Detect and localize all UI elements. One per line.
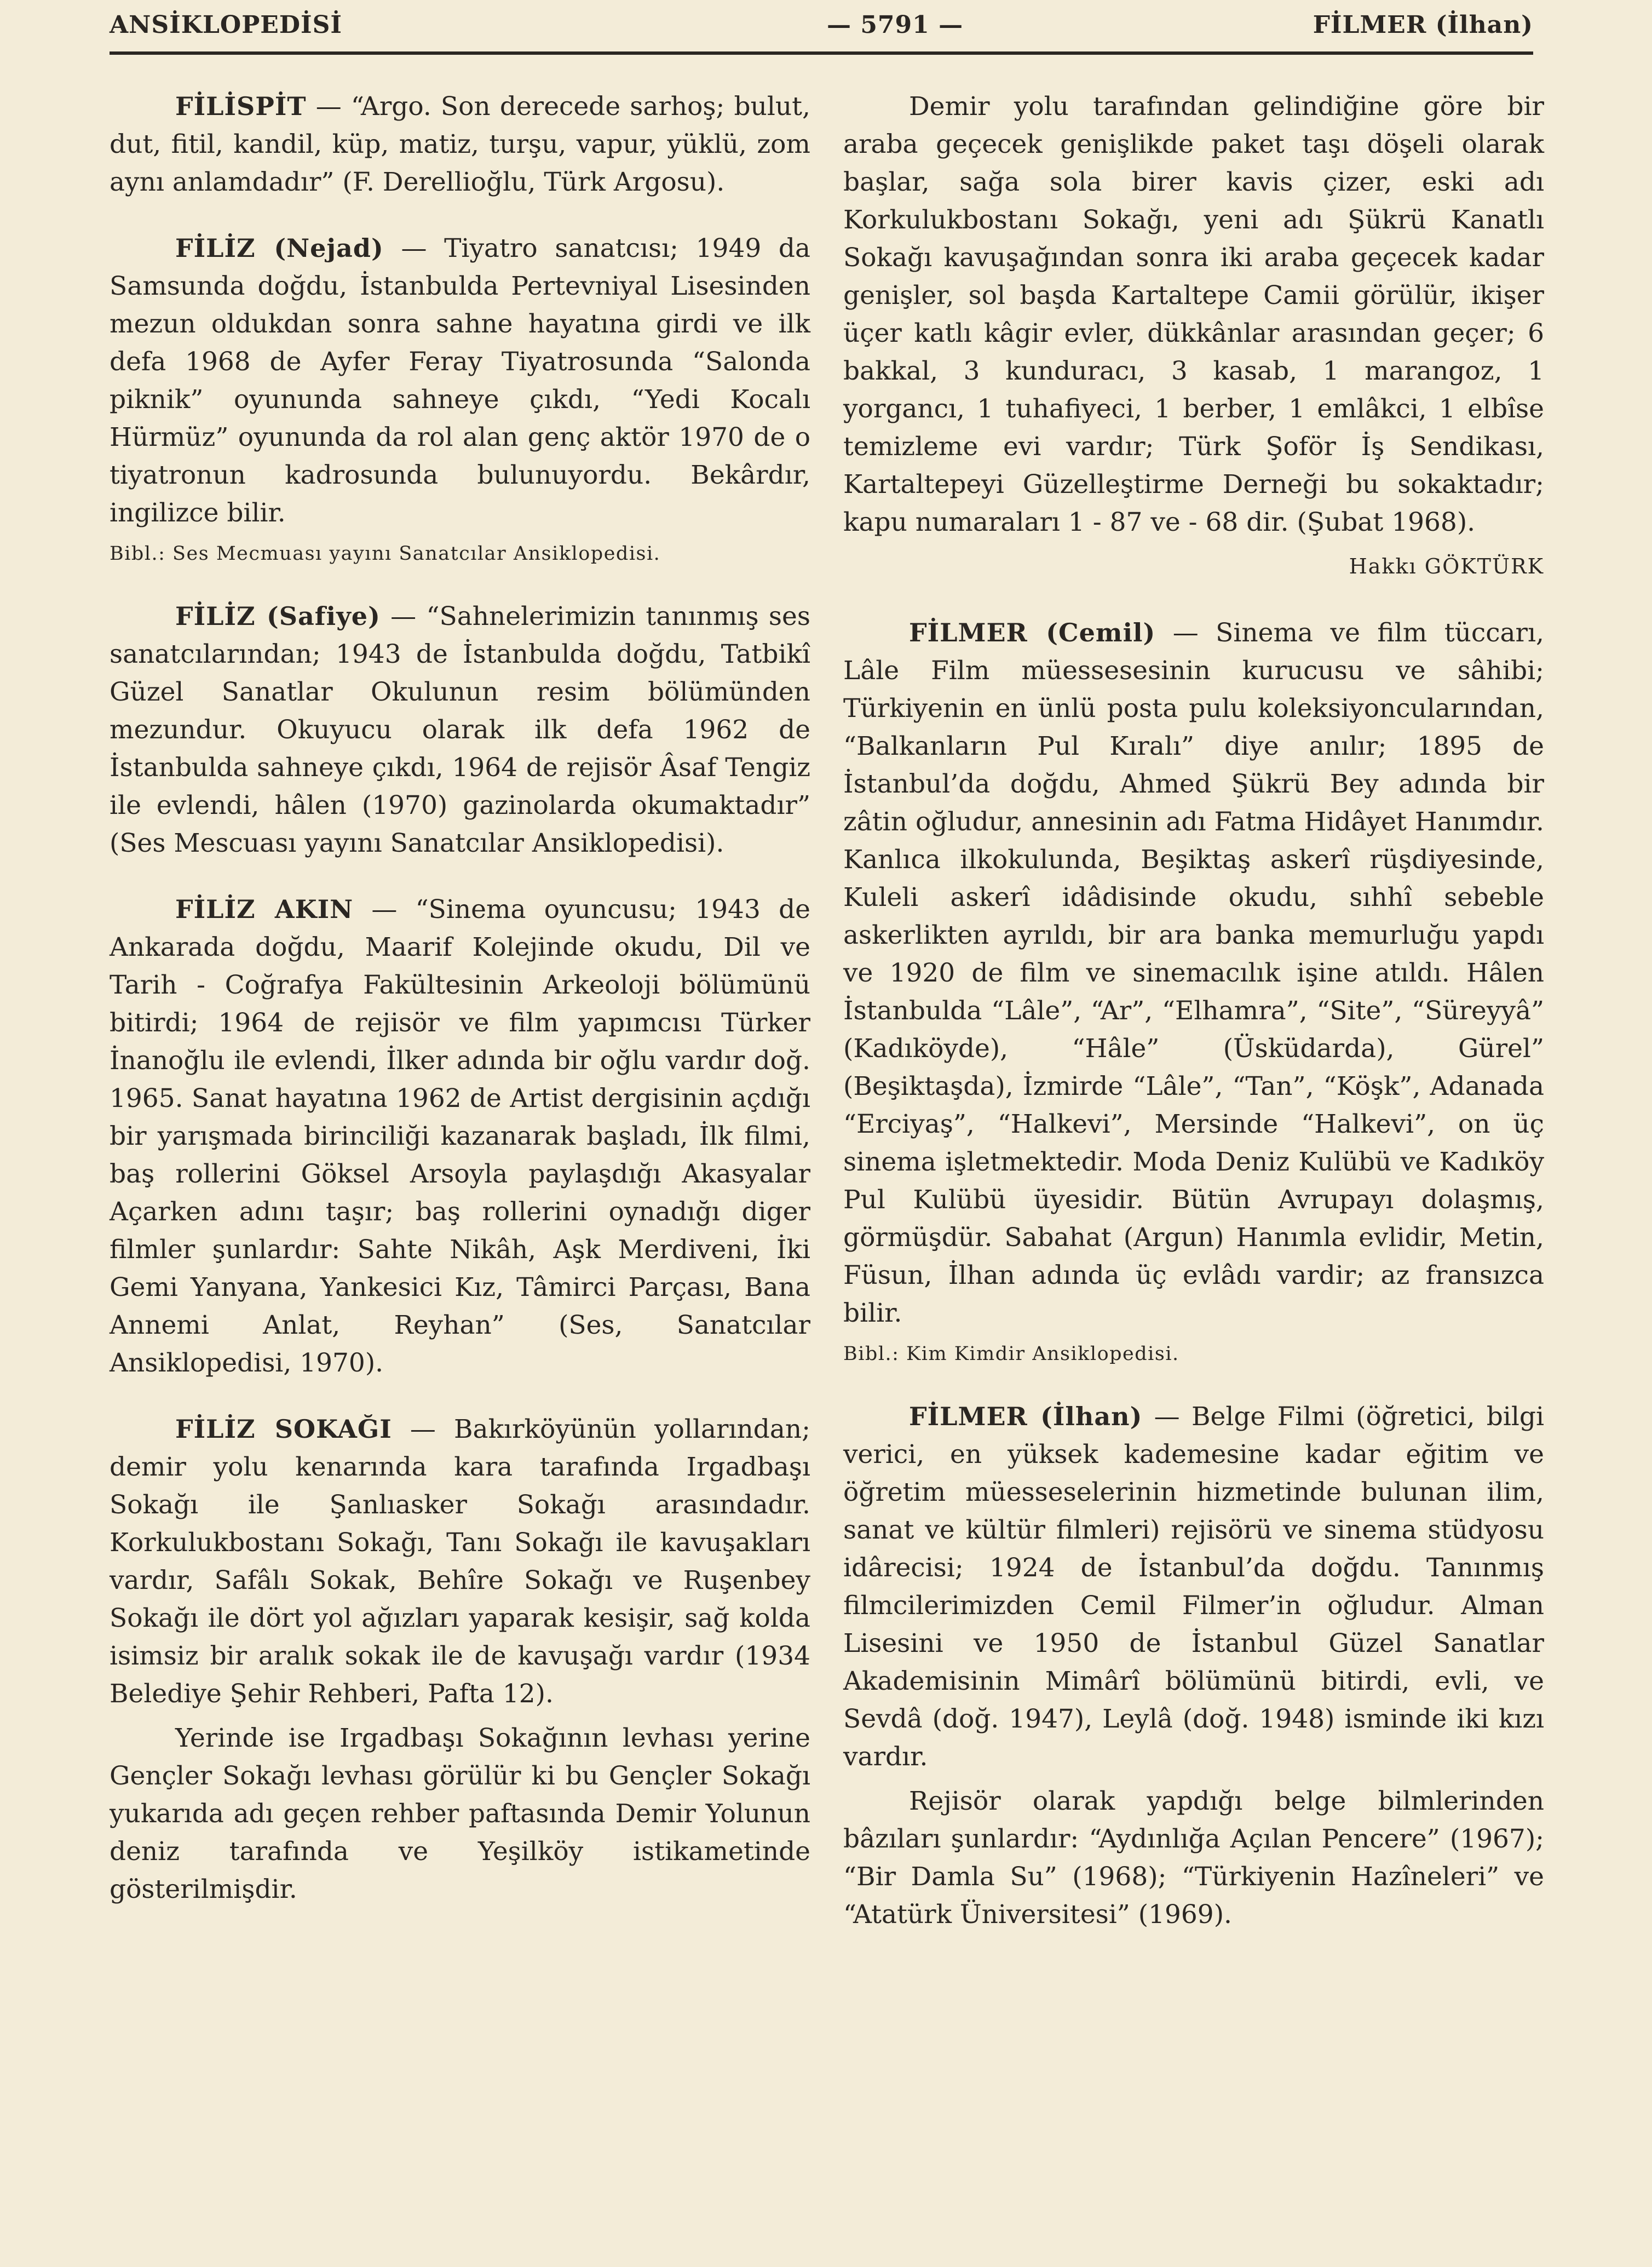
entry-filiz-nejad	[110, 229, 810, 569]
entry-headword: FİLMER (Cemil)	[909, 618, 1156, 647]
entry-headword: FİLİSPİT	[175, 91, 307, 121]
author-signature: Hakkı GÖKTÜRK	[1349, 554, 1544, 578]
entry-paragraph: Demir yolu tarafından gelindiğine göre bir araba geçecek genişlikde paket taşı döşeli olarak başlar, sağa sola birer kavis çizer, eski adı Korkulukbostanı Sokağı, yeni adı Şükrü Kanatlı Sokağı kavuşağından sonra iki araba geçecek kadar genişler, sol başda Kartaltepe Camii görülür, ikişer üçer katlı kâgir evler, dükkânlar arasından geçer; 6 bakkal, 3 kunduracı, 3 kasab, 1 marangoz, 1 yorgancı, 1 tuhafiyeci, 1 berber, 1 emlâkci, 1 elbîse temizleme evi vardır; Türk Şoför İş Sendikası, Kartaltepeyi Güzelleştirme Derneği bu sokaktadır; kapu numaraları 1 - 87 ve - 68 dir. (Şubat 1968).	[843, 91, 1544, 537]
right-column	[843, 88, 1544, 1962]
entry-paragraph	[110, 88, 810, 201]
entry-body: — Bakırköyünün yollarından; demir yolu kenarında kara tarafında Irgadbaşı Sokağı ile Şanlıasker Sokağı arasındadır. Korkulukbostanı Sokağı, Tanı Sokağı ile kavuşakları vardır, Safâlı Sokak, Behîre Sokağı ve Ruşenbey Sokağı ile dört yol ağızları yaparak kesişir, sağ kolda isimsiz bir aralık sokak ile de kavuşağı vardır (1934 Belediye Şehir Rehberi, Pafta 12).	[110, 1414, 811, 1709]
running-head-left: ANSİKLOPEDİSİ	[110, 11, 342, 39]
entry-paragraph	[843, 614, 1544, 1332]
entry-filiz-akin	[110, 891, 810, 1382]
entry-body: — Belge Filmi (öğretici, bilgi verici, en yüksek kademesine kadar eğitim ve öğretim müesseselerinin hizmetinde bulunan ilim, sanat ve kültür filmleri) rejisörü ve sinema stüdyosu idârecisi; 1924 de İstanbul’da doğdu. Tanınmış filmcilerimizden Cemil Filmer’in oğludur. Alman Lisesini ve 1950 de İstanbul Güzel Sanatlar Akademisinin Mimârî bölümünü bitirdi, evli, ve Sevdâ (doğ. 1947), Leylâ (doğ. 1948) isminde iki kızı vardır.	[843, 1402, 1544, 1772]
header-rule	[110, 51, 1533, 55]
entry-bibliography: Bibl.: Ses Mecmuası yayını Sanatcılar Ansiklopedisi.	[110, 543, 661, 565]
entry-paragraph	[110, 229, 810, 532]
page-number: — 5791 —	[827, 11, 964, 39]
entry-body: — “Argo. Son derecede sarhoş; bulut, dut, fitil, kandil, küp, matiz, turşu, vapur, yüklü, zom aynı anlamdadır” (F. Derellioğlu, Türk Argosu).	[110, 91, 810, 197]
entry-body: — “Sinema oyuncusu; 1943 de Ankarada doğdu, Maarif Kolejinde okudu, Dil ve Tarih - Coğrafya Fakültesinin Arkeoloji bölümünü bitirdi; 1964 de rejisör ve film yapımcısı Türker İnanoğlu ile evlendi, İlker adında bir oğlu vardır doğ. 1965. Sanat hayatına 1962 de Artist dergisinin açdığı bir yarışmada birinciliği kazanarak başladı, İlk filmi, baş rollerini Göksel Arsoyla paylaşdığı Akasyalar Açarken adını taşır; baş rollerini oynadığı diger filmler şunlardır: Sahte Nikâh, Aşk Merdiveni, İki Gemi Yanyana, Yankesici Kız, Tâmirci Parçası, Bana Annemi Anlat, Reyhan” (Ses, Sanatcılar Ansiklopedisi, 1970).	[110, 894, 810, 1378]
entry-bibliography: Bibl.: Kim Kimdir Ansiklopedisi.	[843, 1343, 1179, 1365]
entry-headword: FİLİZ (Safiye)	[175, 601, 381, 631]
entry-paragraph	[110, 598, 810, 862]
entry-body: — Sinema ve film tüccarı, Lâle Film müessesesinin kurucusu ve sâhibi; Türkiyenin en ünlü posta pulu koleksiyoncularından, “Balkanların Pul Kıralı” diye anılır; 1895 de İstanbul’da doğdu, Ahmed Şükrü Bey adında bir zâtin oğludur, annesinin adı Fatma Hidâyet Hanımdır. Kanlıca ilkokulunda, Beşiktaş askerî rüşdiyesinde, Kuleli askerî idâdisinde okudu, sıhhî sebeble askerlikten ayrıldı, bir ara banka memurluğu yapdı ve 1920 de film ve sinemacılık işine atıldı. Hâlen İstanbulda “Lâle”, “Ar”, “Elhamra”, “Site”, “Süreyyâ” (Kadıköyde), “Hâle” (Üsküdarda), Gürel” (Beşiktaşda), İzmirde “Lâle”, “Tan”, “Köşk”, Adanada “Erciyaş”, “Halkevi”, Mersinde “Halkevi”, on üç sinema işletmektedir. Moda Deniz Kulübü ve Kadıköy Pul Kulübü üyesidir. Bütün Avrupayı dolaşmış, görmüşdür. Sabahat (Argun) Hanımla evlidir, Metin, Füsun, İlhan adında üç evlâdı vardir; az fransızca bilir.	[843, 618, 1544, 1328]
entry-filmer-cemil	[843, 614, 1544, 1369]
left-column	[110, 88, 810, 1937]
entry-filiz-sokagi	[110, 1410, 810, 1908]
entry-body: — Tiyatro sanatcısı; 1949 da Samsunda doğdu, İstanbulda Pertevniyal Lisesinden mezun oldukdan sonra sahne hayatına girdi ve ilk defa 1968 de Ayfer Feray Tiyatrosunda “Salonda piknik” oyununda sahneye çıkdı, “Yedi Kocalı Hürmüz” oyununda da rol alan genç aktör 1970 de o tiyatronun kadrosunda bulunuyordu. Bekârdır, ingilizce bilir.	[110, 233, 810, 528]
running-head-right: FİLMER (İlhan)	[1313, 11, 1533, 39]
entry-headword: FİLİZ AKIN	[175, 894, 354, 924]
entry-paragraph	[843, 1398, 1544, 1776]
running-head	[110, 4, 1533, 48]
entry-body: — “Sahnelerimizin tanınmış ses sanatcılarından; 1943 de İstanbulda doğdu, Tatbikî Güzel Sanatlar Okulunun resim bölümünden mezundur. Okuyucu olarak ilk defa 1962 de İstanbulda sahneye çıkdı, 1964 de rejisör Âsaf Tengiz ile evlendi, hâlen (1970) gazinolarda okumaktadır” (Ses Mescuası yayını Sanatcılar Ansiklopedisi).	[110, 601, 810, 858]
entry-paragraph	[110, 1410, 810, 1713]
entry-paragraph-continued: Rejisör olarak yapdığı belge bilmlerinden bâzıları şunlardır: “Aydınlığa Açılan Pencere” (1967); “Bir Damla Su” (1968); “Türkiyenin Hazîneleri” ve “Atatürk Üniversitesi” (1969).	[843, 1786, 1544, 1930]
entry-headword: FİLMER (İlhan)	[909, 1402, 1143, 1431]
entry-paragraph-continued: Yerinde ise Irgadbaşı Sokağının levhası yerine Gençler Sokağı levhası görülür ki bu Gençler Sokağı yukarıda adı geçen rehber paftasında Demir Yolunun deniz tarafında ve Yeşilköy istikametinde gösterilmişdir.	[110, 1723, 810, 1904]
entry-filiz-sokagi-continued	[843, 88, 1544, 586]
entry-filiz-safiye	[110, 598, 810, 862]
entry-paragraph	[110, 891, 810, 1382]
entry-filispit	[110, 88, 810, 201]
entry-filmer-ilhan	[843, 1398, 1544, 1933]
entry-headword: FİLİZ (Nejad)	[175, 233, 384, 263]
entry-headword: FİLİZ SOKAĞI	[175, 1414, 392, 1444]
